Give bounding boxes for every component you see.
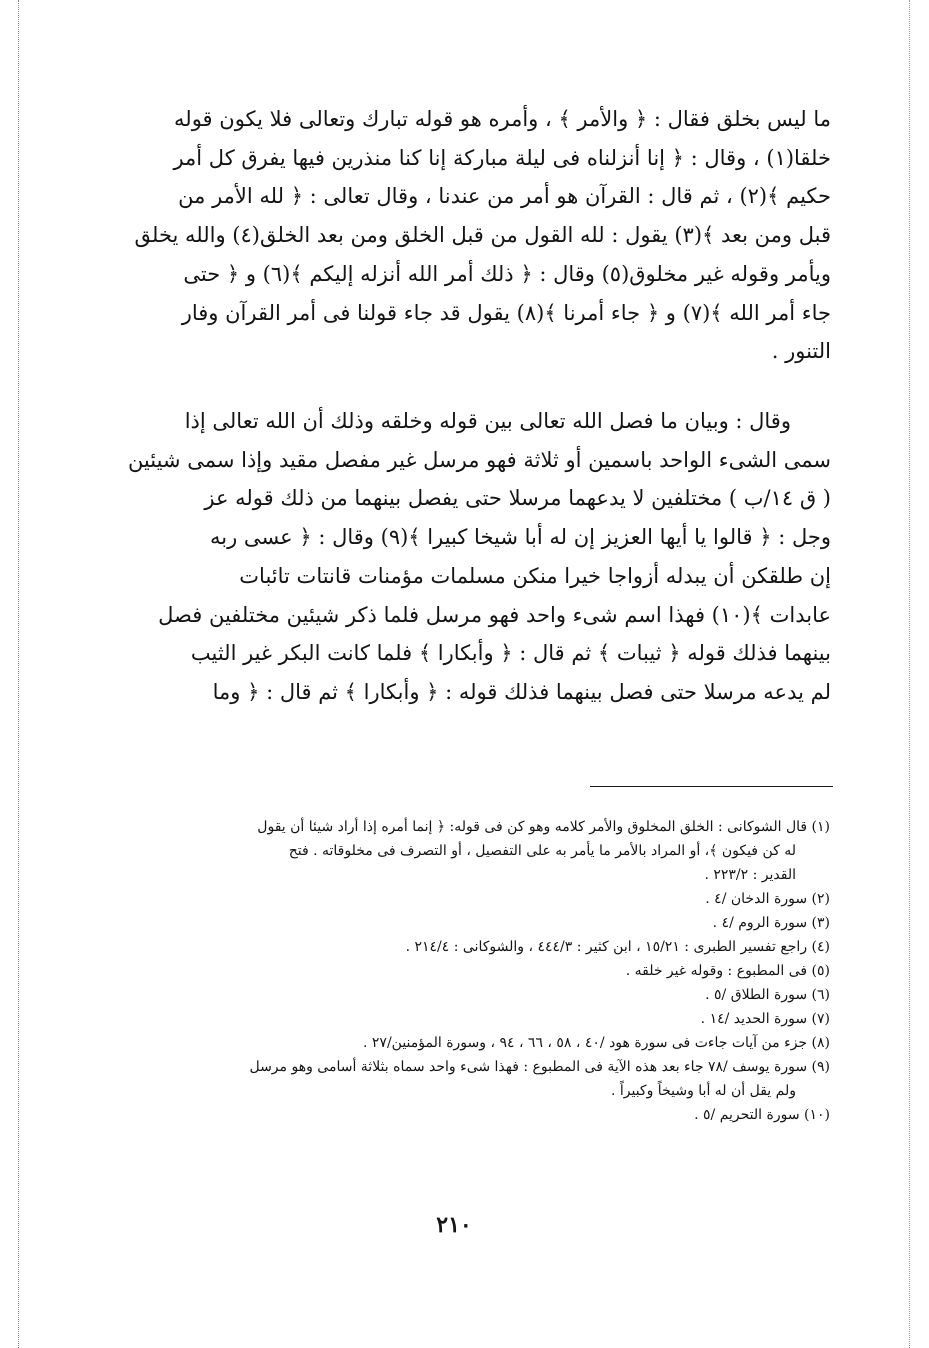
text-line: إن طلقكن أن يبدله أزواجا خيرا منكن مسلمات مؤمنات قانتات تائبات — [239, 563, 831, 588]
footnote-9 — [100, 1055, 830, 1103]
text-line: التنور . — [771, 339, 831, 364]
footnote-5 — [100, 959, 830, 983]
body-paragraph-1 — [103, 100, 831, 371]
footnote-1 — [100, 815, 830, 887]
footnote-line: (١) قال الشوكانى : الخلق المخلوق والأمر كلامه وهو كن فى قوله: ﴿ إنما أمره إذا أراد شيئا أن يقول — [257, 819, 830, 835]
footnote-7 — [100, 1007, 830, 1031]
footnote-line: (١٠) سورة التحريم /٥ . — [694, 1107, 830, 1123]
footnote-8 — [100, 1031, 830, 1055]
text-line: ( ق ١٤/ب ) مختلفين لا يدعهما مرسلا حتى يفصل بينهما من ذلك قوله عز — [204, 486, 831, 511]
footnote-line: له كن فيكون ﴾، أو المراد بالأمر ما يأمر به على التفصيل ، أو التصرف فى مخلوقاته . فتح — [288, 843, 796, 859]
text-line: ما ليس بخلق فقال : ﴿ والأمر ﴾ ، وأمره هو قوله تبارك وتعالى فلا يكون قوله — [174, 107, 831, 131]
text-line: ويأمر وقوله غير مخلوق(٥) وقال : ﴿ ذلك أمر الله أنزله إليكم ﴾(٦) و ﴿ حتى — [183, 261, 831, 286]
footnote-line: (٨) جزء من آيات جاءت فى سورة هود /٤٠ ، ٥٨ ، ٦٦ ، ٩٤ ، وسورة المؤمنين/٢٧ . — [363, 1035, 830, 1051]
footnote-line: (٧) سورة الحديد /١٤ . — [700, 1011, 830, 1027]
footnote-4 — [100, 935, 830, 959]
footnote-line: (٥) فى المطبوع : وقوله غير خلقه . — [625, 963, 830, 979]
page-scan-edge-left — [18, 0, 20, 1348]
footnote-separator — [590, 786, 833, 787]
footnote-line: (٢) سورة الدخان /٤ . — [705, 891, 830, 907]
footnote-line: ولم يقل أن له أبا وشيخاً وكبيراً . — [610, 1083, 796, 1099]
text-line: خلقا(١) ، وقال : ﴿ إنا أنزلناه فى ليلة مباركة إنا كنا منذرين فيها يفرق كل أمر — [173, 145, 831, 170]
page-number: ٢١٠ — [436, 1212, 472, 1238]
text-line: بينهما فذلك قوله ﴿ ثيبات ﴾ ثم قال : ﴿ وأبكارا ﴾ فلما كانت البكر غير الثيب — [190, 641, 831, 666]
footnote-line: (٤) راجع تفسير الطبرى : ١٥/٢١ ، ابن كثير : ٤٤٤/٣ ، والشوكانى : ٢١٤/٤ . — [405, 939, 830, 955]
footnotes — [100, 815, 830, 1127]
footnote-10 — [100, 1103, 830, 1127]
text-line: وقال : وبيان ما فصل الله تعالى بين قوله وخلقه وذلك أن الله تعالى إذا — [184, 409, 791, 433]
body-paragraph-2 — [103, 402, 831, 712]
text-line: لم يدعه مرسلا حتى فصل بينهما فذلك قوله : ﴿ وأبكارا ﴾ ثم قال : ﴿ وما — [212, 679, 831, 704]
footnote-line: (٦) سورة الطلاق /٥ . — [705, 987, 830, 1003]
footnote-2 — [100, 887, 830, 911]
text-line: حكيم ﴾(٢) ، ثم قال : القرآن هو أمر من عندنا ، وقال تعالى : ﴿ لله الأمر من — [178, 184, 831, 209]
footnote-line: القدير : ٢٢٣/٢ . — [704, 867, 796, 883]
text-line: عابدات ﴾(١٠) فهذا اسم شىء واحد فهو مرسل فلما ذكر شيئين مختلفين فصل — [158, 602, 831, 627]
text-line: سمى الشىء الواحد باسمين أو ثلاثة فهو مرسل غير مفصل مقيد وإذا سمى شيئين — [127, 447, 831, 472]
footnote-3 — [100, 911, 830, 935]
text-line: وجل : ﴿ قالوا يا أيها العزيز إن له أبا شيخا كبيرا ﴾(٩) وقال : ﴿ عسى ربه — [210, 525, 831, 550]
text-line: جاء أمر الله ﴾(٧) و ﴿ جاء أمرنا ﴾(٨) يقول قد جاء قولنا فى أمر القرآن وفار — [181, 300, 831, 325]
text-line: قبل ومن بعد ﴾(٣) يقول : لله القول من قبل الخلق ومن بعد الخلق(٤) والله يخلق — [134, 223, 831, 248]
footnote-line: (٩) سورة يوسف /٧٨ جاء بعد هذه الآية فى المطبوع : فهذا شىء واحد سماه بثلاثة أسامى وهو مرسل — [249, 1059, 830, 1075]
footnote-line: (٣) سورة الروم /٤ . — [712, 915, 830, 931]
page-scan-edge-right — [909, 0, 911, 1348]
footnote-6 — [100, 983, 830, 1007]
